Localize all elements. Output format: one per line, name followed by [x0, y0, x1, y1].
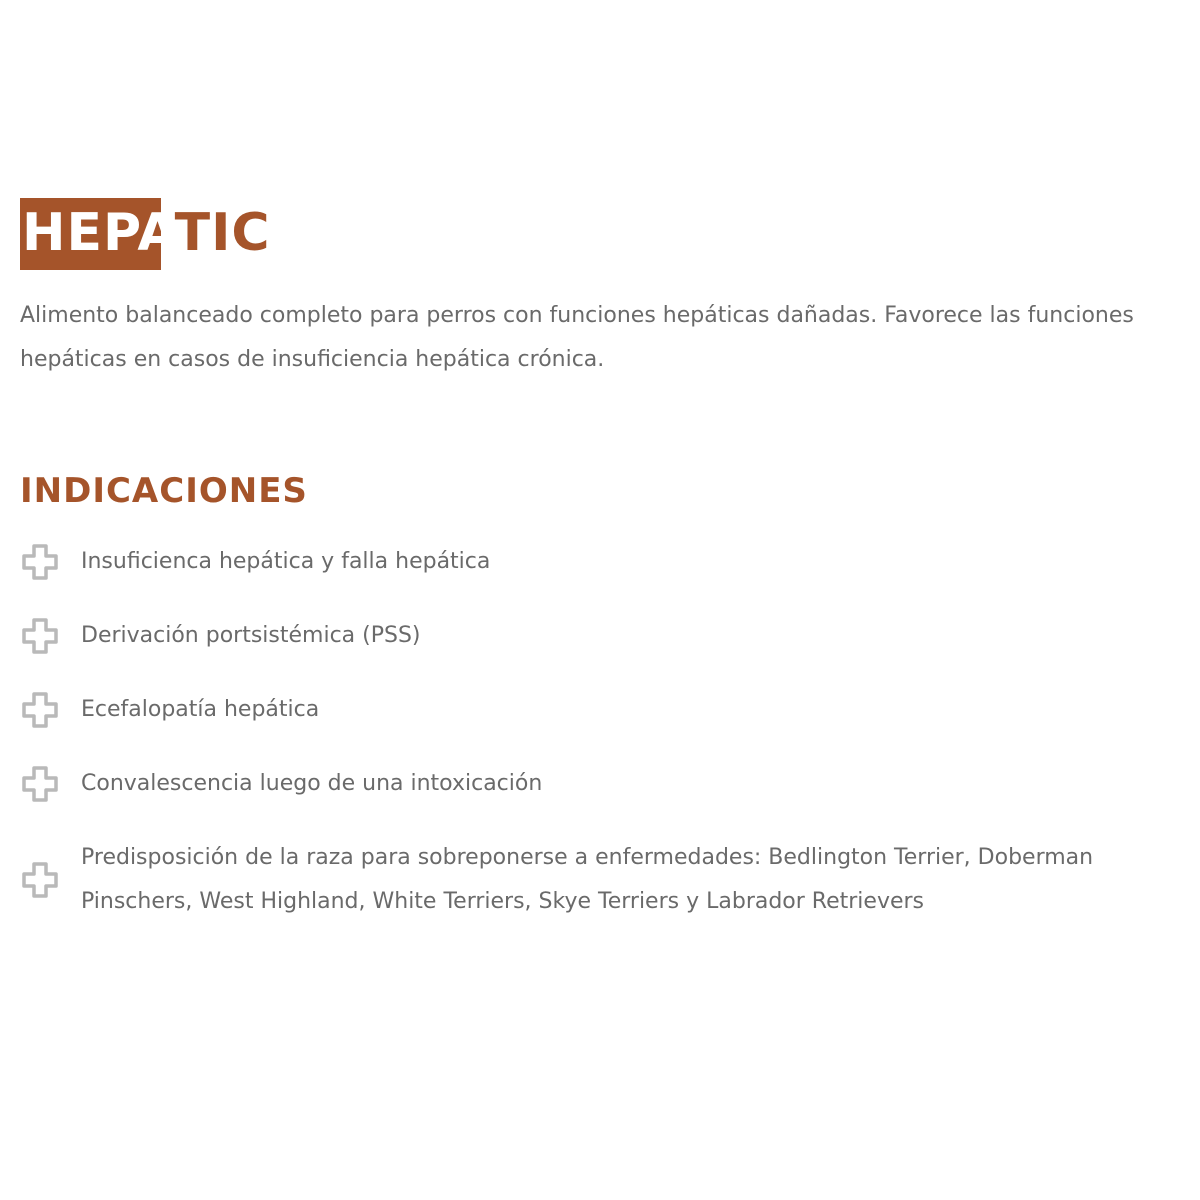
- product-info: [20, 196, 1180, 954]
- indications-list: [20, 540, 1180, 924]
- title-text: [20, 203, 271, 263]
- title-highlighted-part: HEPA: [22, 203, 175, 263]
- indication-label: Convalescencia luego de una intoxicación: [81, 771, 543, 796]
- indication-label: Predisposición de la raza para sobreponerse a enfermedades: Bedlington Terrier, Doberman Pinschers, West Highland, White Terriers, Skye Terriers y Labrador Retrievers: [81, 845, 1094, 914]
- list-item: [20, 540, 1180, 584]
- cross-outline-icon: [20, 542, 60, 582]
- indication-label: Derivación portsistémica (PSS): [81, 623, 421, 648]
- cross-outline-icon: [20, 616, 60, 656]
- cross-outline-icon: [20, 860, 60, 900]
- list-item: [20, 836, 1180, 924]
- indication-label: Insuficienca hepática y falla hepática: [81, 549, 491, 574]
- list-item: [20, 762, 1180, 806]
- indications-heading: INDICACIONES: [20, 471, 308, 511]
- product-description: Alimento balanceado completo para perros con funciones hepáticas dañadas. Favorece las funciones hepáticas en casos de insuficiencia hepática crónica.: [20, 303, 1134, 372]
- indication-label: Ecefalopatía hepática: [81, 697, 320, 722]
- title-rest-part: TIC: [174, 203, 271, 263]
- cross-outline-icon: [20, 764, 60, 804]
- list-item: [20, 614, 1180, 658]
- cross-outline-icon: [20, 690, 60, 730]
- product-title: [20, 196, 1180, 270]
- list-item: [20, 688, 1180, 732]
